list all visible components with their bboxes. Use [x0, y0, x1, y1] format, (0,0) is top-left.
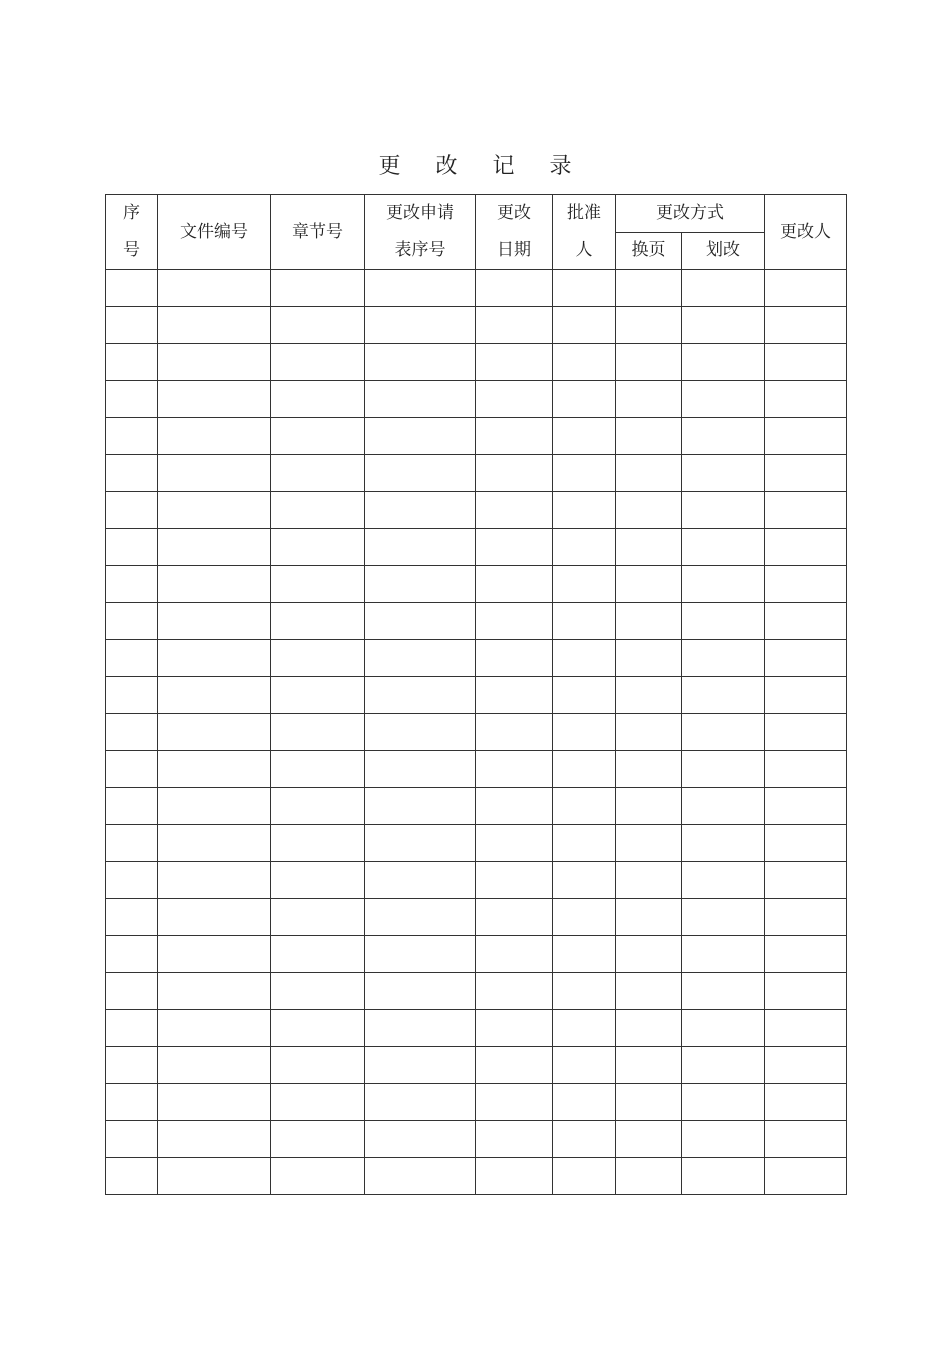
- cell-strike-change[interactable]: [682, 270, 765, 307]
- cell-approver[interactable]: [553, 862, 616, 899]
- cell-request-no[interactable]: [365, 1010, 476, 1047]
- cell-replace-page[interactable]: [616, 677, 682, 714]
- cell-approver[interactable]: [553, 788, 616, 825]
- cell-approver[interactable]: [553, 307, 616, 344]
- cell-request-no[interactable]: [365, 825, 476, 862]
- cell-request-no[interactable]: [365, 307, 476, 344]
- cell-change-date[interactable]: [476, 825, 553, 862]
- cell-approver[interactable]: [553, 899, 616, 936]
- cell-approver[interactable]: [553, 529, 616, 566]
- cell-section-no[interactable]: [271, 788, 365, 825]
- cell-replace-page[interactable]: [616, 603, 682, 640]
- cell-approver[interactable]: [553, 714, 616, 751]
- table-row: [106, 307, 847, 344]
- cell-section-no[interactable]: [271, 270, 365, 307]
- cell-changer[interactable]: [765, 1010, 847, 1047]
- table-row: [106, 381, 847, 418]
- table-row: [106, 936, 847, 973]
- header-request-no: [365, 195, 476, 270]
- cell-approver[interactable]: [553, 603, 616, 640]
- cell-seq[interactable]: [106, 936, 158, 973]
- cell-seq[interactable]: [106, 862, 158, 899]
- cell-changer[interactable]: [765, 788, 847, 825]
- table-row: [106, 529, 847, 566]
- cell-request-no[interactable]: [365, 418, 476, 455]
- cell-seq[interactable]: [106, 677, 158, 714]
- cell-approver[interactable]: [553, 344, 616, 381]
- cell-request-no[interactable]: [365, 862, 476, 899]
- cell-seq[interactable]: [106, 1010, 158, 1047]
- table-row: [106, 973, 847, 1010]
- cell-seq[interactable]: [106, 1084, 158, 1121]
- cell-strike-change[interactable]: [682, 788, 765, 825]
- cell-file-no[interactable]: [158, 714, 271, 751]
- table-row: [106, 344, 847, 381]
- cell-file-no[interactable]: [158, 751, 271, 788]
- cell-request-no[interactable]: [365, 492, 476, 529]
- cell-file-no[interactable]: [158, 862, 271, 899]
- cell-replace-page[interactable]: [616, 492, 682, 529]
- cell-seq[interactable]: [106, 714, 158, 751]
- cell-file-no[interactable]: [158, 1121, 271, 1158]
- cell-changer[interactable]: [765, 381, 847, 418]
- cell-section-no[interactable]: [271, 714, 365, 751]
- cell-section-no[interactable]: [271, 640, 365, 677]
- cell-change-date[interactable]: [476, 307, 553, 344]
- header-seq-line1: 序: [123, 203, 140, 223]
- cell-changer[interactable]: [765, 640, 847, 677]
- cell-change-date[interactable]: [476, 418, 553, 455]
- cell-replace-page[interactable]: [616, 825, 682, 862]
- cell-change-date[interactable]: [476, 1121, 553, 1158]
- cell-section-no[interactable]: [271, 677, 365, 714]
- cell-strike-change[interactable]: [682, 566, 765, 603]
- cell-change-date[interactable]: [476, 270, 553, 307]
- cell-changer[interactable]: [765, 566, 847, 603]
- cell-seq[interactable]: [106, 455, 158, 492]
- cell-changer[interactable]: [765, 899, 847, 936]
- cell-approver[interactable]: [553, 418, 616, 455]
- cell-replace-page[interactable]: [616, 270, 682, 307]
- cell-seq[interactable]: [106, 899, 158, 936]
- cell-change-date[interactable]: [476, 603, 553, 640]
- cell-seq[interactable]: [106, 788, 158, 825]
- cell-approver[interactable]: [553, 1084, 616, 1121]
- cell-file-no[interactable]: [158, 1047, 271, 1084]
- cell-strike-change[interactable]: [682, 1084, 765, 1121]
- cell-file-no[interactable]: [158, 566, 271, 603]
- cell-request-no[interactable]: [365, 1121, 476, 1158]
- cell-approver[interactable]: [553, 1010, 616, 1047]
- cell-approver[interactable]: [553, 270, 616, 307]
- cell-change-date[interactable]: [476, 344, 553, 381]
- cell-changer[interactable]: [765, 862, 847, 899]
- cell-seq[interactable]: [106, 1047, 158, 1084]
- cell-request-no[interactable]: [365, 603, 476, 640]
- cell-file-no[interactable]: [158, 936, 271, 973]
- cell-seq[interactable]: [106, 270, 158, 307]
- header-approver-line2: 人: [575, 240, 593, 260]
- cell-changer[interactable]: [765, 1047, 847, 1084]
- cell-changer[interactable]: [765, 455, 847, 492]
- cell-section-no[interactable]: [271, 381, 365, 418]
- header-seq-line2: 号: [123, 240, 140, 260]
- cell-file-no[interactable]: [158, 1158, 271, 1195]
- cell-request-no[interactable]: [365, 899, 476, 936]
- cell-request-no[interactable]: [365, 714, 476, 751]
- cell-approver[interactable]: [553, 1158, 616, 1195]
- table-row: [106, 751, 847, 788]
- cell-replace-page[interactable]: [616, 307, 682, 344]
- cell-section-no[interactable]: [271, 603, 365, 640]
- cell-seq[interactable]: [106, 825, 158, 862]
- cell-change-date[interactable]: [476, 899, 553, 936]
- cell-request-no[interactable]: [365, 677, 476, 714]
- cell-replace-page[interactable]: [616, 973, 682, 1010]
- cell-request-no[interactable]: [365, 1047, 476, 1084]
- cell-file-no[interactable]: [158, 677, 271, 714]
- cell-section-no[interactable]: [271, 307, 365, 344]
- header-change-date: [476, 195, 553, 270]
- table-row: [106, 566, 847, 603]
- cell-strike-change[interactable]: [682, 1121, 765, 1158]
- header-change-date-line2: 日期: [497, 240, 531, 260]
- cell-change-date[interactable]: [476, 566, 553, 603]
- cell-strike-change[interactable]: [682, 862, 765, 899]
- cell-approver[interactable]: [553, 936, 616, 973]
- cell-seq[interactable]: [106, 1121, 158, 1158]
- cell-replace-page[interactable]: [616, 381, 682, 418]
- cell-request-no[interactable]: [365, 566, 476, 603]
- cell-replace-page[interactable]: [616, 1010, 682, 1047]
- cell-approver[interactable]: [553, 492, 616, 529]
- cell-request-no[interactable]: [365, 381, 476, 418]
- cell-change-date[interactable]: [476, 1047, 553, 1084]
- table-row: [106, 492, 847, 529]
- cell-replace-page[interactable]: [616, 899, 682, 936]
- cell-change-date[interactable]: [476, 714, 553, 751]
- cell-strike-change[interactable]: [682, 973, 765, 1010]
- header-seq: [106, 195, 158, 270]
- cell-changer[interactable]: [765, 270, 847, 307]
- cell-file-no[interactable]: [158, 344, 271, 381]
- cell-strike-change[interactable]: [682, 418, 765, 455]
- cell-change-date[interactable]: [476, 862, 553, 899]
- table-row: [106, 825, 847, 862]
- table-row: [106, 455, 847, 492]
- cell-strike-change[interactable]: [682, 344, 765, 381]
- table-row: [106, 270, 847, 307]
- cell-section-no[interactable]: [271, 751, 365, 788]
- table-row: [106, 862, 847, 899]
- cell-change-date[interactable]: [476, 936, 553, 973]
- cell-replace-page[interactable]: [616, 566, 682, 603]
- cell-replace-page[interactable]: [616, 751, 682, 788]
- table-row: [106, 677, 847, 714]
- cell-changer[interactable]: [765, 714, 847, 751]
- cell-seq[interactable]: [106, 344, 158, 381]
- cell-strike-change[interactable]: [682, 714, 765, 751]
- cell-strike-change[interactable]: [682, 751, 765, 788]
- cell-approver[interactable]: [553, 825, 616, 862]
- cell-changer[interactable]: [765, 1084, 847, 1121]
- cell-file-no[interactable]: [158, 1084, 271, 1121]
- cell-seq[interactable]: [106, 640, 158, 677]
- table-row: [106, 788, 847, 825]
- cell-changer[interactable]: [765, 936, 847, 973]
- cell-section-no[interactable]: [271, 825, 365, 862]
- table-row: [106, 1158, 847, 1195]
- cell-changer[interactable]: [765, 344, 847, 381]
- table-header: [106, 195, 847, 270]
- cell-section-no[interactable]: [271, 492, 365, 529]
- cell-section-no[interactable]: [271, 862, 365, 899]
- cell-strike-change[interactable]: [682, 492, 765, 529]
- header-strike-change: 划改: [682, 232, 765, 270]
- cell-strike-change[interactable]: [682, 1010, 765, 1047]
- cell-seq[interactable]: [106, 751, 158, 788]
- header-request-no-line1: 更改申请: [386, 203, 454, 223]
- header-change-method: 更改方式: [616, 195, 765, 233]
- cell-file-no[interactable]: [158, 492, 271, 529]
- cell-request-no[interactable]: [365, 344, 476, 381]
- cell-seq[interactable]: [106, 566, 158, 603]
- table-row: [106, 1121, 847, 1158]
- cell-replace-page[interactable]: [616, 455, 682, 492]
- cell-strike-change[interactable]: [682, 640, 765, 677]
- cell-request-no[interactable]: [365, 1158, 476, 1195]
- cell-request-no[interactable]: [365, 455, 476, 492]
- cell-section-no[interactable]: [271, 1010, 365, 1047]
- cell-file-no[interactable]: [158, 381, 271, 418]
- cell-approver[interactable]: [553, 677, 616, 714]
- cell-changer[interactable]: [765, 751, 847, 788]
- cell-replace-page[interactable]: [616, 936, 682, 973]
- table-row: [106, 603, 847, 640]
- table-row: [106, 418, 847, 455]
- cell-changer[interactable]: [765, 825, 847, 862]
- cell-change-date[interactable]: [476, 381, 553, 418]
- cell-strike-change[interactable]: [682, 677, 765, 714]
- cell-changer[interactable]: [765, 307, 847, 344]
- cell-file-no[interactable]: [158, 455, 271, 492]
- cell-changer[interactable]: [765, 1158, 847, 1195]
- cell-replace-page[interactable]: [616, 1158, 682, 1195]
- header-changer: 更改人: [765, 195, 847, 270]
- cell-strike-change[interactable]: [682, 455, 765, 492]
- cell-strike-change[interactable]: [682, 825, 765, 862]
- cell-section-no[interactable]: [271, 566, 365, 603]
- cell-section-no[interactable]: [271, 1121, 365, 1158]
- cell-change-date[interactable]: [476, 751, 553, 788]
- table-row: [106, 1010, 847, 1047]
- cell-seq[interactable]: [106, 418, 158, 455]
- cell-seq[interactable]: [106, 529, 158, 566]
- cell-file-no[interactable]: [158, 1010, 271, 1047]
- change-record-table: [105, 194, 847, 1195]
- cell-file-no[interactable]: [158, 603, 271, 640]
- table-row: [106, 640, 847, 677]
- cell-request-no[interactable]: [365, 751, 476, 788]
- header-approver: [553, 195, 616, 270]
- cell-file-no[interactable]: [158, 529, 271, 566]
- cell-section-no[interactable]: [271, 529, 365, 566]
- cell-file-no[interactable]: [158, 899, 271, 936]
- cell-replace-page[interactable]: [616, 1084, 682, 1121]
- cell-changer[interactable]: [765, 492, 847, 529]
- cell-file-no[interactable]: [158, 418, 271, 455]
- cell-replace-page[interactable]: [616, 529, 682, 566]
- cell-section-no[interactable]: [271, 973, 365, 1010]
- table-row: [106, 1084, 847, 1121]
- cell-approver[interactable]: [553, 973, 616, 1010]
- cell-file-no[interactable]: [158, 307, 271, 344]
- cell-replace-page[interactable]: [616, 1121, 682, 1158]
- cell-changer[interactable]: [765, 973, 847, 1010]
- header-section-no: 章节号: [271, 195, 365, 270]
- cell-change-date[interactable]: [476, 640, 553, 677]
- cell-approver[interactable]: [553, 381, 616, 418]
- cell-section-no[interactable]: [271, 1047, 365, 1084]
- cell-file-no[interactable]: [158, 270, 271, 307]
- cell-changer[interactable]: [765, 418, 847, 455]
- cell-strike-change[interactable]: [682, 603, 765, 640]
- cell-strike-change[interactable]: [682, 936, 765, 973]
- header-file-no: 文件编号: [158, 195, 271, 270]
- header-replace-page: 换页: [616, 232, 682, 270]
- cell-replace-page[interactable]: [616, 788, 682, 825]
- table-body: [106, 270, 847, 1195]
- cell-request-no[interactable]: [365, 1084, 476, 1121]
- cell-request-no[interactable]: [365, 640, 476, 677]
- cell-changer[interactable]: [765, 1121, 847, 1158]
- cell-request-no[interactable]: [365, 936, 476, 973]
- cell-replace-page[interactable]: [616, 344, 682, 381]
- cell-section-no[interactable]: [271, 899, 365, 936]
- cell-change-date[interactable]: [476, 1158, 553, 1195]
- cell-replace-page[interactable]: [616, 714, 682, 751]
- cell-replace-page[interactable]: [616, 418, 682, 455]
- page-title: 更 改 记 录: [378, 154, 586, 179]
- cell-changer[interactable]: [765, 677, 847, 714]
- cell-approver[interactable]: [553, 1121, 616, 1158]
- cell-change-date[interactable]: [476, 677, 553, 714]
- cell-request-no[interactable]: [365, 270, 476, 307]
- cell-strike-change[interactable]: [682, 307, 765, 344]
- cell-file-no[interactable]: [158, 825, 271, 862]
- cell-section-no[interactable]: [271, 455, 365, 492]
- table-row: [106, 714, 847, 751]
- cell-replace-page[interactable]: [616, 862, 682, 899]
- cell-changer[interactable]: [765, 603, 847, 640]
- header-approver-line1: 批准: [567, 203, 601, 223]
- cell-change-date[interactable]: [476, 788, 553, 825]
- cell-file-no[interactable]: [158, 973, 271, 1010]
- cell-strike-change[interactable]: [682, 529, 765, 566]
- cell-file-no[interactable]: [158, 640, 271, 677]
- cell-approver[interactable]: [553, 640, 616, 677]
- cell-strike-change[interactable]: [682, 1047, 765, 1084]
- cell-strike-change[interactable]: [682, 1158, 765, 1195]
- cell-approver[interactable]: [553, 751, 616, 788]
- cell-section-no[interactable]: [271, 418, 365, 455]
- cell-changer[interactable]: [765, 529, 847, 566]
- cell-section-no[interactable]: [271, 1084, 365, 1121]
- cell-approver[interactable]: [553, 566, 616, 603]
- cell-seq[interactable]: [106, 603, 158, 640]
- cell-change-date[interactable]: [476, 1084, 553, 1121]
- cell-section-no[interactable]: [271, 1158, 365, 1195]
- cell-file-no[interactable]: [158, 788, 271, 825]
- cell-request-no[interactable]: [365, 973, 476, 1010]
- cell-change-date[interactable]: [476, 455, 553, 492]
- cell-seq[interactable]: [106, 492, 158, 529]
- cell-seq[interactable]: [106, 307, 158, 344]
- cell-replace-page[interactable]: [616, 640, 682, 677]
- cell-request-no[interactable]: [365, 788, 476, 825]
- cell-seq[interactable]: [106, 973, 158, 1010]
- cell-strike-change[interactable]: [682, 381, 765, 418]
- cell-request-no[interactable]: [365, 529, 476, 566]
- cell-section-no[interactable]: [271, 936, 365, 973]
- cell-section-no[interactable]: [271, 344, 365, 381]
- cell-change-date[interactable]: [476, 529, 553, 566]
- cell-strike-change[interactable]: [682, 899, 765, 936]
- table-row: [106, 1047, 847, 1084]
- cell-approver[interactable]: [553, 455, 616, 492]
- cell-replace-page[interactable]: [616, 1047, 682, 1084]
- cell-change-date[interactable]: [476, 1010, 553, 1047]
- cell-change-date[interactable]: [476, 492, 553, 529]
- cell-seq[interactable]: [106, 381, 158, 418]
- cell-change-date[interactable]: [476, 973, 553, 1010]
- cell-approver[interactable]: [553, 1047, 616, 1084]
- table-row: [106, 899, 847, 936]
- cell-seq[interactable]: [106, 1158, 158, 1195]
- header-request-no-line2: 表序号: [394, 240, 446, 260]
- header-change-date-line1: 更改: [497, 203, 531, 223]
